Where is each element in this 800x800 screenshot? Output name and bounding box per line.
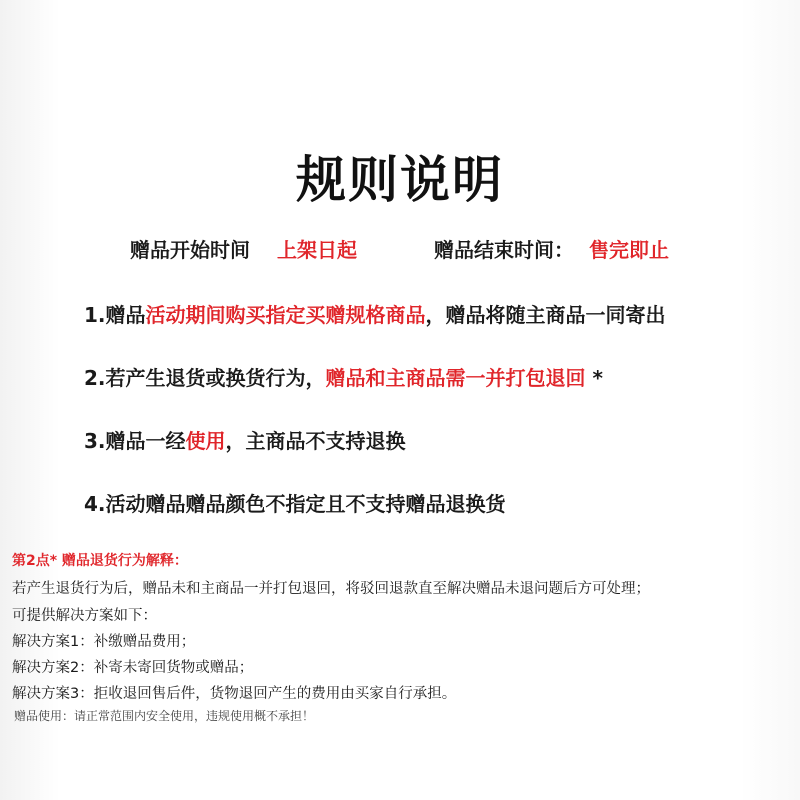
- rule-item-4: [84, 488, 506, 517]
- rule-highlight: 使用: [185, 429, 226, 453]
- end-time-label: 赠品结束时间：: [434, 238, 574, 262]
- rule-item-2: [84, 362, 603, 391]
- rule-text: 1.赠品: [84, 303, 146, 327]
- rule-text: 3.赠品一经: [84, 429, 186, 453]
- end-time-value: 售完即止: [589, 238, 669, 262]
- rule-highlight: 活动期间购买指定买赠规格商品: [145, 303, 426, 327]
- note-title: 第2点* 赠品退货行为解释：: [12, 553, 188, 569]
- note-line: 解决方案1：补缴赠品费用；: [12, 634, 196, 650]
- start-time-value: 上架日起: [277, 238, 357, 262]
- note-line: 可提供解决方案如下：: [12, 608, 157, 624]
- rule-item-3: [84, 425, 406, 454]
- rule-text: ，赠品将随主商品一同寄出: [425, 303, 666, 327]
- rule-highlight: 赠品和主商品需一并打包退回: [325, 366, 586, 390]
- footer-disclaimer: 赠品使用：请正常范围内安全使用，违规使用概不承担！: [14, 709, 315, 723]
- note-line: 解决方案3：拒收退回售后件，货物退回产生的费用由买家自行承担。: [12, 686, 457, 702]
- note-line: 若产生退货行为后，赠品未和主商品一并打包退回，将驳回退款直至解决赠品未退问题后方可处理；: [12, 581, 650, 597]
- rule-text: *: [585, 366, 603, 390]
- rule-text: 4.活动赠品赠品颜色不指定且不支持赠品退换货: [84, 492, 506, 516]
- page-title: 规则说明: [296, 151, 504, 209]
- rule-item-1: [84, 299, 666, 328]
- note-line: 解决方案2：补寄未寄回货物或赠品；: [12, 660, 254, 676]
- rule-text: 2.若产生退货或换货行为，: [84, 366, 326, 390]
- start-time-label: 赠品开始时间: [130, 238, 250, 262]
- rule-text: ，主商品不支持退换: [225, 429, 406, 453]
